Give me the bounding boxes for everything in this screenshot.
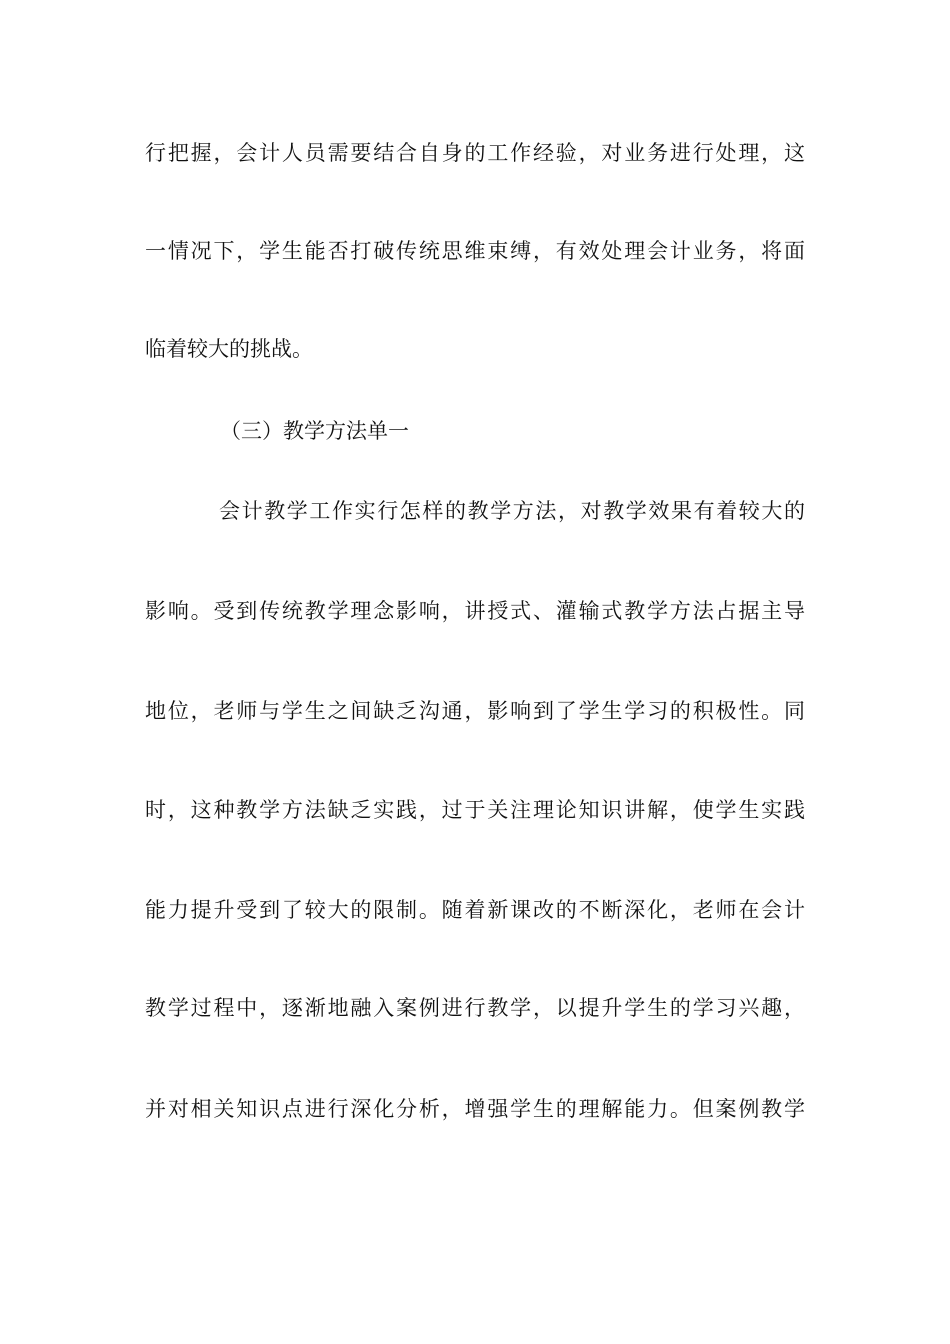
text-line: 能力提升受到了较大的限制。随着新课改的不断深化，老师在会计 bbox=[145, 898, 805, 922]
section-heading: （三）教学方法单一 bbox=[220, 419, 409, 443]
text-line: 地位，老师与学生之间缺乏沟通，影响到了学生学习的积极性。同 bbox=[145, 699, 805, 723]
text-line: 一情况下，学生能否打破传统思维束缚，有效处理会计业务，将面 bbox=[145, 239, 805, 263]
text-line: 教学过程中，逐渐地融入案例进行教学，以提升学生的学习兴趣， bbox=[145, 996, 805, 1020]
text-line: 临着较大的挑战。 bbox=[145, 337, 313, 361]
text-line: 并对相关知识点进行深化分析，增强学生的理解能力。但案例教学 bbox=[145, 1097, 805, 1121]
text-line: 时，这种教学方法缺乏实践，过于关注理论知识讲解，使学生实践 bbox=[145, 798, 805, 822]
text-line: 会计教学工作实行怎样的教学方法，对教学效果有着较大的 bbox=[219, 499, 805, 523]
text-line: 行把握，会计人员需要结合自身的工作经验，对业务进行处理，这 bbox=[145, 141, 805, 165]
text-line: 影响。受到传统教学理念影响，讲授式、灌输式教学方法占据主导 bbox=[145, 599, 805, 623]
